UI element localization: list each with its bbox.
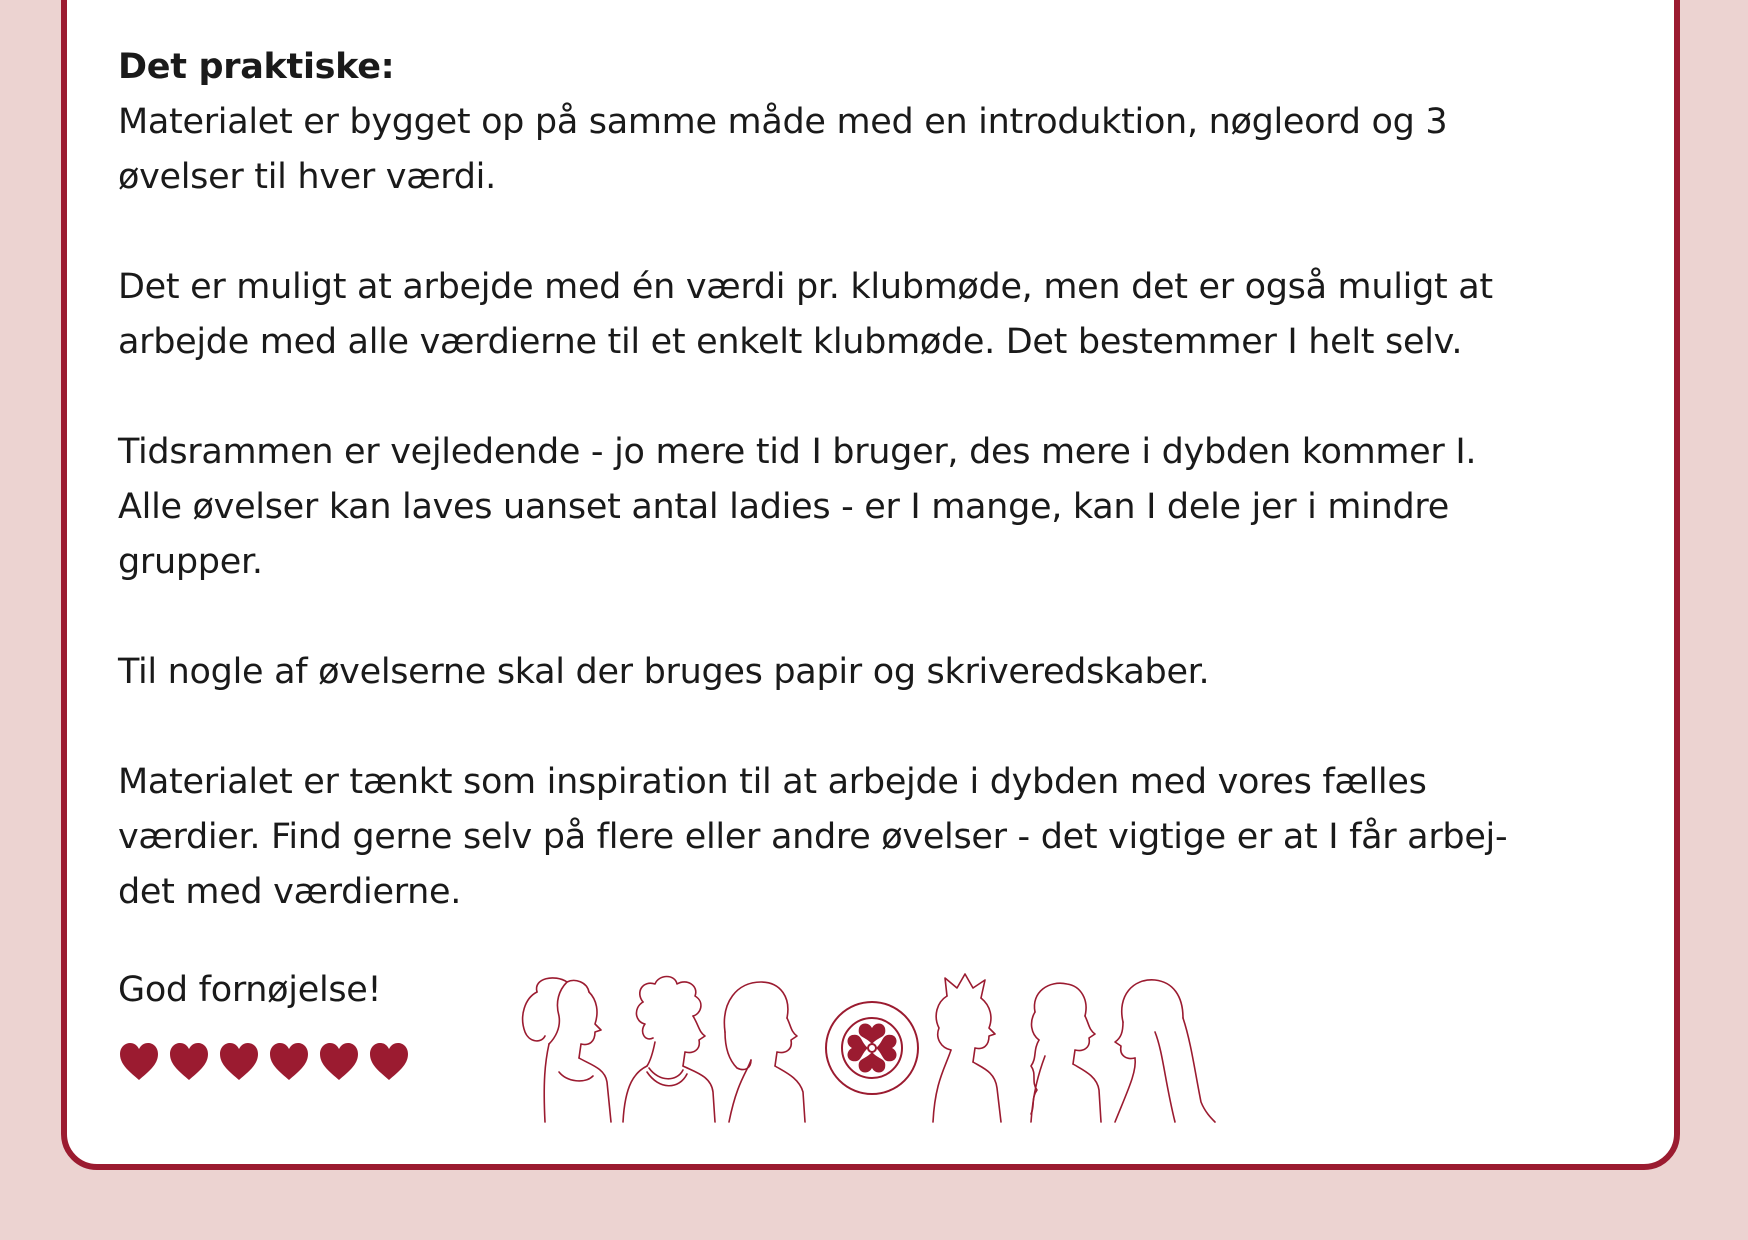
woman-curly-icon xyxy=(623,977,715,1123)
closing-greeting: God fornøjelse! xyxy=(118,970,382,1010)
section-heading: Det praktiske: xyxy=(118,47,395,87)
woman-bob-icon xyxy=(724,982,805,1122)
paragraph-structure: Materialet er bygget op på samme måde med en introduktion, nøgleord og 3 øvelser til hver værdi. xyxy=(118,102,1448,197)
paragraph-time: Tidsrammen er vejledende - jo mere tid I bruger, des mere i dybden kommer I. Alle øvelser kan laves uanset antal ladies - er I mange, kan I dele jer i mindre grupper. xyxy=(118,432,1477,582)
woman-braid-icon xyxy=(1031,983,1101,1122)
paragraph-inspiration: Materialet er tænkt som inspiration til at arbejde i dybden med vores fælles værdier. Find gerne selv på flere eller andre øvelser - det vigtige er at I får arbej- det med værdierne. xyxy=(118,762,1508,912)
heart-icon xyxy=(118,1042,160,1082)
woman-ponytail-icon xyxy=(523,978,611,1122)
heart-icon xyxy=(168,1042,210,1082)
practical-info-section xyxy=(118,40,1638,975)
ladies-circle-logo xyxy=(826,1002,918,1094)
ladies-illustration xyxy=(515,972,1230,1124)
woman-crown-icon xyxy=(933,974,1001,1122)
woman-long-hair-icon xyxy=(1115,980,1215,1122)
paragraph-meetings: Det er muligt at arbejde med én værdi pr. klubmøde, men det er også muligt at arbejde med alle værdierne til et enkelt klubmøde. Det bestemmer I helt selv. xyxy=(118,267,1493,362)
paragraph-materials: Til nogle af øvelserne skal der bruges papir og skriveredskaber. xyxy=(118,652,1210,692)
hearts-row xyxy=(118,1042,410,1082)
heart-icon xyxy=(268,1042,310,1082)
heart-icon xyxy=(368,1042,410,1082)
heart-icon xyxy=(318,1042,360,1082)
heart-icon xyxy=(218,1042,260,1082)
